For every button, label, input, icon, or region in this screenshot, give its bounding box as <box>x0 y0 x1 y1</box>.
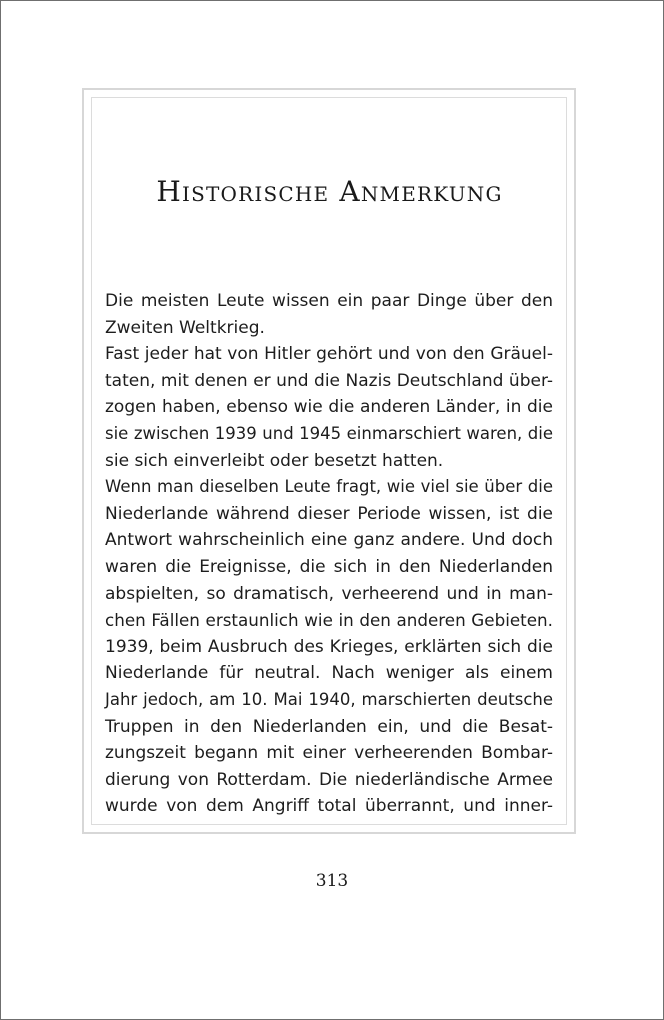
text-line: dierung von Rotterdam. Die niederländische Armee <box>105 769 553 790</box>
text-line: Zweiten Weltkrieg. <box>105 317 265 338</box>
text-line: Wenn man dieselben Leute fragt, wie viel sie über die <box>105 477 553 497</box>
text-line: wurde von dem Angriff total überrannt, und inner- <box>105 796 553 817</box>
text-line: sie sich einverleibt oder besetzt hatten. <box>105 450 444 471</box>
text-line: zogen haben, ebenso wie die anderen Länder, in die <box>105 397 553 418</box>
text-line: 1939, beim Ausbruch des Krieges, erklärten sich die <box>105 636 553 657</box>
text-line: abspielten, so dramatisch, verheerend und in man- <box>105 583 553 604</box>
text-line: Niederlande für neutral. Nach weniger als einem <box>105 663 553 684</box>
text-line: Fast jeder hat von Hitler gehört und von den Gräuel- <box>105 344 553 365</box>
text-line: Die meisten Leute wissen ein paar Dinge über den <box>105 291 553 311</box>
text-line: Truppen in den Niederlanden ein, und die Besat- <box>105 716 553 737</box>
text-line: sie zwischen 1939 und 1945 einmarschiert waren, die <box>105 423 553 443</box>
text-line: Antwort wahrscheinlich eine ganz andere. Und doch <box>105 530 553 551</box>
text-line: taten, mit denen er und die Nazis Deutschland über- <box>105 370 553 391</box>
text-line: waren die Ereignisse, die sich in den Niederlanden <box>105 556 553 577</box>
page-number: 313 <box>315 871 349 891</box>
chapter-title: Historische Anmerkung <box>156 175 503 208</box>
text-line: Jahr jedoch, am 10. Mai 1940, marschierten deutsche <box>105 689 553 709</box>
text-line: chen Fällen erstaunlich wie in den anderen Gebieten. <box>105 610 553 631</box>
body-text <box>105 288 553 820</box>
text-line: zungszeit begann mit einer verheerenden Bombar- <box>105 743 553 764</box>
text-line: Niederlande während dieser Periode wissen, ist die <box>105 503 553 524</box>
